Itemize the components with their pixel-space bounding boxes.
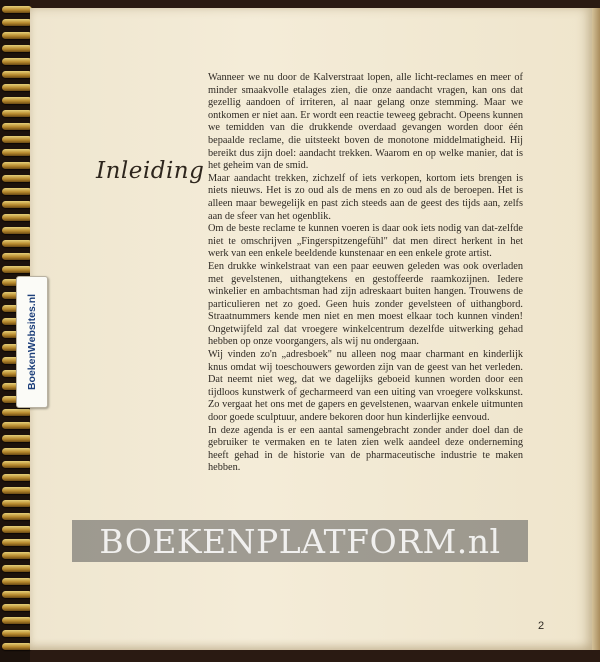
spiral-coil [2,500,32,507]
spiral-coil [2,110,32,117]
spiral-coil [2,227,32,234]
spiral-coil [2,6,32,13]
spiral-coil [2,201,32,208]
paragraph: Om de beste reclame te kunnen voeren is daar ook iets nodig van dat-zelfde niet te omschrijven „Fingerspitzengefühl" dat men direct herkent in het werk van een enkele beeldende kunstenaar en een enkele grote artist. [208,223,523,260]
spiral-coil [2,266,32,273]
spiral-coil [2,123,32,130]
spiral-coil [2,448,32,455]
spiral-coil [2,604,32,611]
spiral-coil [2,565,32,572]
paragraph: Wanneer we nu door de Kalverstraat lopen, alle licht-reclames en meer of minder smaakvolle etalages zien, die onze aandacht vragen, kan ons dat gezellig aandoen of irriteren, al naar gelang onze stemming. Maar we ontkomen er niet aan. Er wordt een reactie teweeg gebracht. Opeens kunnen we temidden van die drukkende overdaad gevangen worden door één bepaalde reclame, die uitsteekt boven de monotone middelmatigheid. Hij bereikt dus zijn doel: aandacht trekken. Waarom en op welke manier, dat is het geheim van de smid. [208,72,523,172]
spiral-coil [2,32,32,39]
spiral-coil [2,487,32,494]
body-text [208,72,523,475]
paragraph: Een drukke winkelstraat van een paar eeuwen geleden was ook overladen met gevelstenen, uithangtekens en gestoffeerde raamkozijnen. Iedere winkelier en ambachtsman had zijn adreskaart buiten hangen. Trouwens de particulieren net zo goed. Geen huis zonder gevelsteen of uithangbord. Straatnummers kende men niet en men moest elkaar toch kunnen vinden! Ongetwijfeld zal dat vroegere winkelcentrum dezelfde uitwerking gehad hebben op onze voorgangers, als wij nu ondergaan. [208,260,523,348]
spiral-coil [2,422,32,429]
sticker-text: BoekenWebsites.nl [26,293,38,391]
spiral-coil [2,188,32,195]
spiral-coil [2,552,32,559]
page-number: 2 [538,620,545,632]
spiral-coil [2,175,32,182]
spiral-coil [2,136,32,143]
spiral-coil [2,97,32,104]
spiral-coil [2,45,32,52]
spiral-coil [2,214,32,221]
spiral-coil [2,84,32,91]
spiral-coil [2,474,32,481]
spiral-coil [2,539,32,546]
spiral-coil [2,240,32,247]
spiral-coil [2,253,32,260]
paragraph: Maar aandacht trekken, zichzelf of iets verkopen, kortom iets brengen is niets nieuws. Het is zo oud als de mens en zo oud als de beroepen. Het is alleen maar bewegelijk en past zich steeds aan de geest des tijds aan, zelfs aan de sfeer van het ogenblik. [208,172,523,222]
spiral-coil [2,643,32,650]
spiral-coil [2,591,32,598]
watermark-text: BOEKENPLATFORM.nl [99,521,501,561]
spiral-coil [2,578,32,585]
watermark-band [72,520,528,562]
spiral-coil [2,19,32,26]
spiral-coil [2,149,32,156]
spiral-coil [2,435,32,442]
page-edge [592,8,600,650]
spiral-coil [2,630,32,637]
seller-sticker [16,276,48,408]
spiral-coil [2,461,32,468]
spiral-coil [2,71,32,78]
spiral-coil [2,162,32,169]
chapter-heading: Inleiding [96,158,205,184]
spiral-coil [2,513,32,520]
spiral-coil [2,409,32,416]
spiral-coil [2,526,32,533]
paragraph: In deze agenda is er een aantal samengebracht zonder ander doel dan de gebruiker te vermaken en te laten zien welk aandeel deze onderneming heeft gehad in de historie van de pharmaceutische industrie te maken hebben. [208,424,523,474]
spiral-coil [2,617,32,624]
spiral-coil [2,58,32,65]
paragraph: Wij vinden zo'n „adresboek" nu alleen nog maar charmant en kinderlijk knus omdat wij toeschouwers geworden zijn van de geest van het verleden. Dat neemt niet weg, dat we dagelijks geboeid kunnen worden door een tijdloos kunstwerk of gecharmeerd van een uiting van vroegere volkskunst. Zo vergaat het ons met de gapers en gevelstenen, waarvan enkele uitmunten door goede sculptuur, andere bekoren door hun kinderlijke eenvoud. [208,349,523,424]
